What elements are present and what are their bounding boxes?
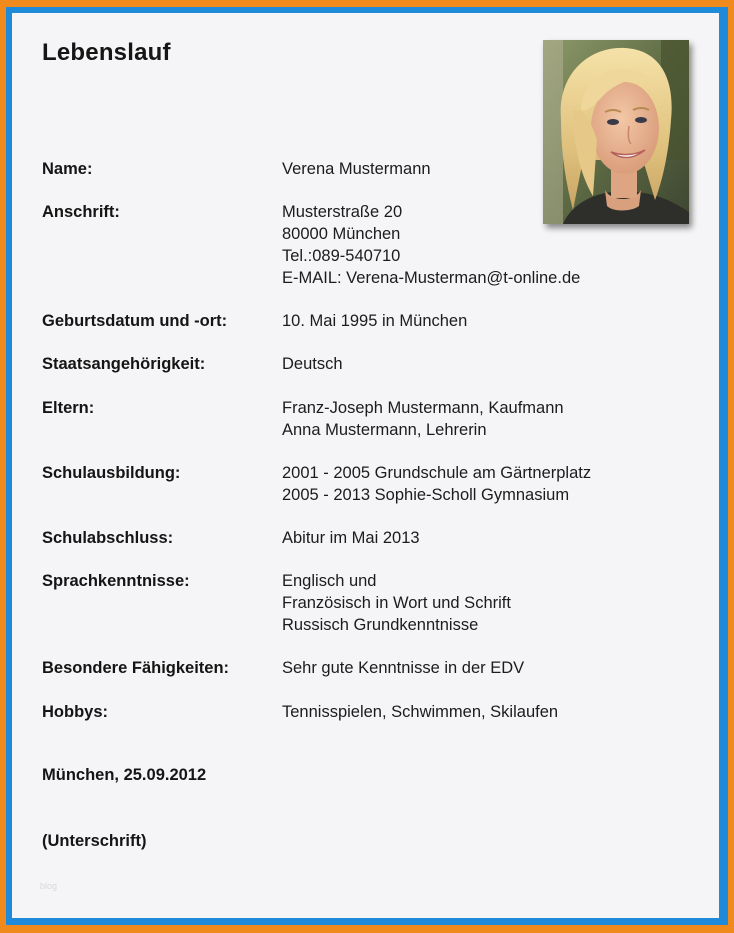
profile-photo bbox=[543, 40, 689, 224]
value-line: 80000 München bbox=[282, 225, 401, 243]
field-value bbox=[282, 158, 431, 180]
value-line: Sehr gute Kenntnisse in der EDV bbox=[282, 659, 525, 677]
watermark-text: blog bbox=[40, 881, 58, 891]
field-label: Hobbys: bbox=[42, 703, 108, 721]
signature-placeholder: (Unterschrift) bbox=[42, 832, 147, 850]
resume-page bbox=[12, 13, 719, 918]
field-value bbox=[282, 353, 343, 375]
value-line: Abitur im Mai 2013 bbox=[282, 529, 420, 547]
value-line: 2001 - 2005 Grundschule am Gärtnerplatz bbox=[282, 464, 592, 482]
field-label: Geburtsdatum und -ort: bbox=[42, 312, 228, 330]
value-line: Russisch Grundkenntnisse bbox=[282, 616, 479, 634]
field-value bbox=[282, 462, 591, 506]
field-value bbox=[282, 657, 524, 679]
value-line: Tennisspielen, Schwimmen, Skilaufen bbox=[282, 703, 559, 721]
field-label: Staatsangehörigkeit: bbox=[42, 355, 206, 373]
field-value bbox=[282, 570, 511, 636]
value-line: E-MAIL: Verena-Musterman@t-online.de bbox=[282, 269, 581, 287]
field-label: Sprachkenntnisse: bbox=[42, 572, 190, 590]
place-date: München, 25.09.2012 bbox=[42, 766, 207, 784]
field-label: Schulabschluss: bbox=[42, 529, 174, 547]
field-label: Besondere Fähigkeiten: bbox=[42, 659, 230, 677]
value-line: Deutsch bbox=[282, 355, 343, 373]
portrait-image bbox=[543, 40, 689, 224]
field-label: Eltern: bbox=[42, 399, 95, 417]
field-label: Name: bbox=[42, 160, 93, 178]
value-line: Anna Mustermann, Lehrerin bbox=[282, 421, 487, 439]
value-line: 10. Mai 1995 in München bbox=[282, 312, 468, 330]
field-label: Anschrift: bbox=[42, 203, 120, 221]
value-line: 2005 - 2013 Sophie-Scholl Gymnasium bbox=[282, 486, 570, 504]
field-label: Schulausbildung: bbox=[42, 464, 181, 482]
field-value bbox=[282, 397, 564, 441]
value-line: Französisch in Wort und Schrift bbox=[282, 594, 511, 612]
value-line: Musterstraße 20 bbox=[282, 203, 403, 221]
value-line: Verena Mustermann bbox=[282, 160, 431, 178]
value-line: Franz-Joseph Mustermann, Kaufmann bbox=[282, 399, 564, 417]
field-value bbox=[282, 310, 467, 332]
field-value bbox=[282, 701, 558, 723]
document-title: Lebenslauf bbox=[42, 39, 171, 66]
value-line: Tel.:089-540710 bbox=[282, 247, 401, 265]
field-value bbox=[282, 201, 580, 289]
value-line: Englisch und bbox=[282, 572, 377, 590]
field-value bbox=[282, 527, 420, 549]
